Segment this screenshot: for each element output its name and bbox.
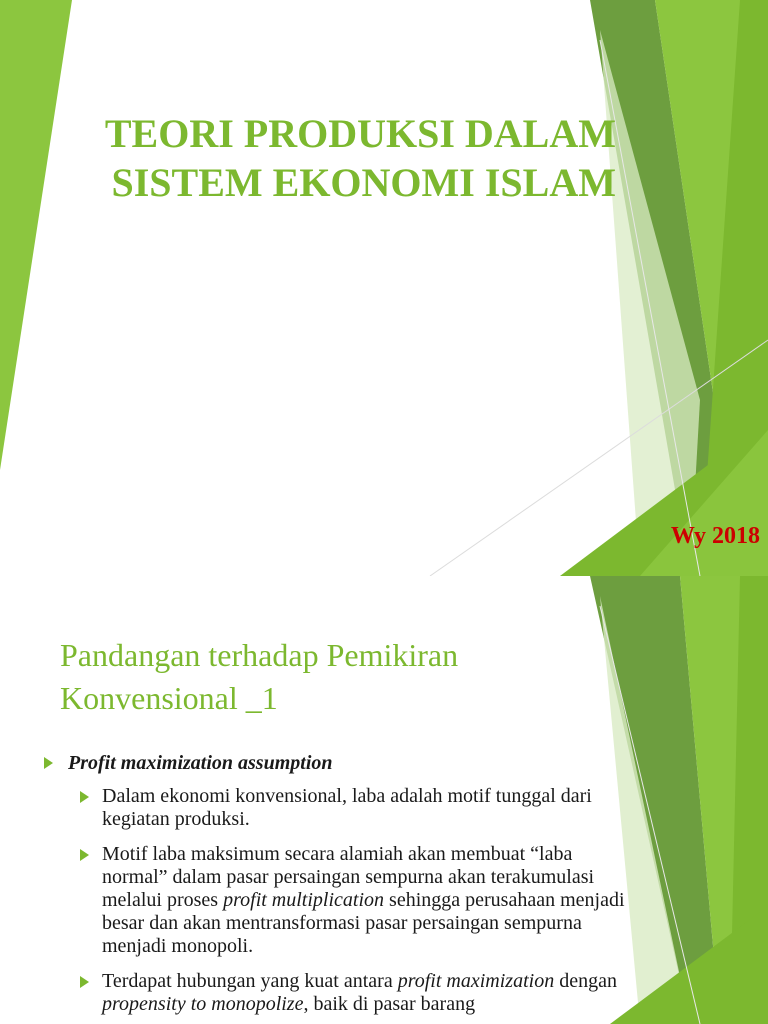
sub-bullet-text: Terdapat hubungan yang kuat antara: [102, 970, 398, 992]
slide1-title-line2: SISTEM EKONOMI ISLAM: [111, 159, 616, 205]
slide1-title: [0, 110, 640, 208]
bullet-arrow-icon: [80, 849, 89, 861]
slide2-title-line1: Pandangan terhadap Pemikiran: [60, 637, 459, 673]
sub-bullet-text: Motif laba maksimum secara alamiah akan membuat “laba normal” dalam pasar persaingan sempurna akan terakumulasi melalui proses: [102, 843, 595, 911]
bullet-arrow-icon: [80, 976, 89, 988]
sub-bullet-text: , baik di pasar barang: [303, 993, 476, 1015]
bullet-label: Profit maximization assumption: [68, 752, 333, 774]
slide2-title: [60, 634, 600, 720]
sub-bullet-1: [40, 785, 630, 831]
sub-bullet-emphasis: profit multiplication: [223, 889, 385, 911]
sub-bullet-2: [40, 843, 630, 958]
footer-year: y 2018: [694, 523, 760, 549]
left-green-sliver: [0, 0, 72, 470]
content-slide: [0, 576, 768, 1024]
sub-bullet-3: [40, 970, 630, 1016]
sub-bullet-emphasis: profit maximization: [397, 970, 555, 992]
sub-bullet-text: Dalam ekonomi konvensional, laba adalah motif tunggal dari kegiatan produksi.: [102, 785, 592, 830]
bullet-profit-maximization: [40, 751, 630, 775]
footer-initial: W: [670, 523, 694, 549]
bullet-arrow-icon: [44, 757, 53, 769]
slide1-footer: [671, 523, 760, 550]
sub-bullet-text: dengan: [554, 970, 617, 992]
slide2-title-line2: Konvensional _1: [60, 680, 278, 717]
sub-bullet-emphasis: propensity to monopolize: [102, 993, 304, 1015]
bullet-arrow-icon: [80, 791, 89, 803]
slide2-body: [40, 751, 630, 1024]
slide1-title-line1: TEORI PRODUKSI DALAM: [104, 111, 616, 156]
sub-bullet-text: sehingga perusahaan menjadi besar dan akan mentransformasi pasar persaingan sempurna menjadi monopoli.: [102, 889, 625, 957]
